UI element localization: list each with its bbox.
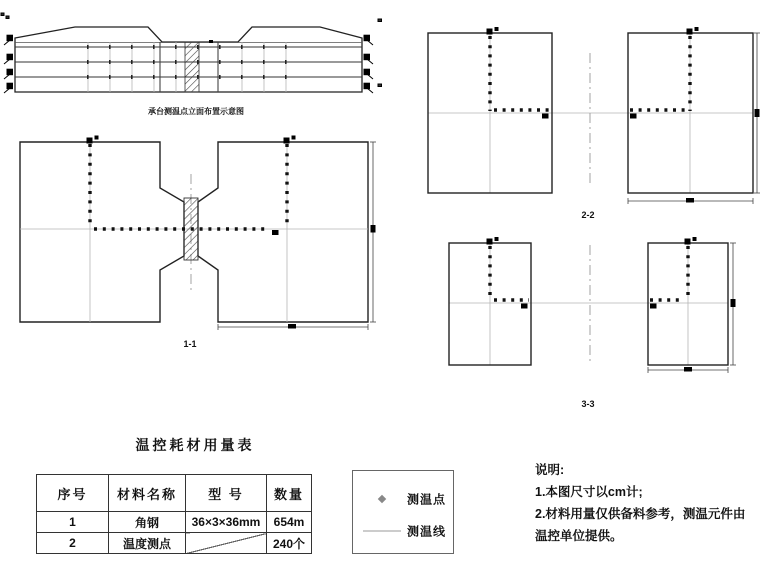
- notes: [535, 459, 757, 547]
- plan-drawing: [0, 128, 400, 356]
- table-title: 温控耗材用量表: [135, 437, 255, 453]
- legend-box: [352, 470, 454, 554]
- cell-spec: 36×3×36mm: [186, 512, 267, 533]
- legend-point-row: [353, 489, 453, 509]
- note-line: 2.材料用量仅供备料参考，测温元件由: [535, 507, 746, 521]
- cell-name: 温度测点: [109, 533, 186, 554]
- col-header-name: 材料名称: [109, 475, 186, 512]
- measure-point-icon: [363, 496, 401, 502]
- col-header-no: 序号: [37, 475, 109, 512]
- table-row: [37, 512, 312, 533]
- section-3-label: 3-3: [581, 399, 595, 409]
- table-row: [37, 533, 312, 554]
- section-2-label: 2-2: [581, 210, 595, 220]
- table-header-row: [37, 475, 312, 512]
- cell-qty: 240个: [267, 533, 312, 554]
- legend-line-label: 测温线: [407, 524, 447, 539]
- cell-name: 角钢: [109, 512, 186, 533]
- col-header-qty: 数量: [267, 475, 312, 512]
- section2-view: [428, 27, 760, 220]
- notes-title: 说明:: [535, 463, 565, 477]
- measure-line-icon: [363, 531, 401, 532]
- legend-point-label: 测温点: [407, 492, 447, 507]
- elevation-caption: 承台测温点立面布置示意图: [148, 107, 244, 116]
- col-header-spec: 型 号: [186, 475, 267, 512]
- cell-no: 1: [37, 512, 109, 533]
- cell-no: 2: [37, 533, 109, 554]
- cell-qty: 654m: [267, 512, 312, 533]
- sections-drawing: [400, 0, 760, 430]
- note-line: 1.本图尺寸以cm计;: [535, 485, 643, 499]
- note-line: 温控单位提供。: [535, 529, 623, 543]
- materials-table: [36, 474, 312, 554]
- section3-view: [449, 237, 736, 409]
- plan-section-label: 1-1: [183, 339, 197, 349]
- legend-line-row: [353, 521, 453, 541]
- elevation-drawing: [0, 0, 400, 128]
- cell-spec: [186, 533, 267, 554]
